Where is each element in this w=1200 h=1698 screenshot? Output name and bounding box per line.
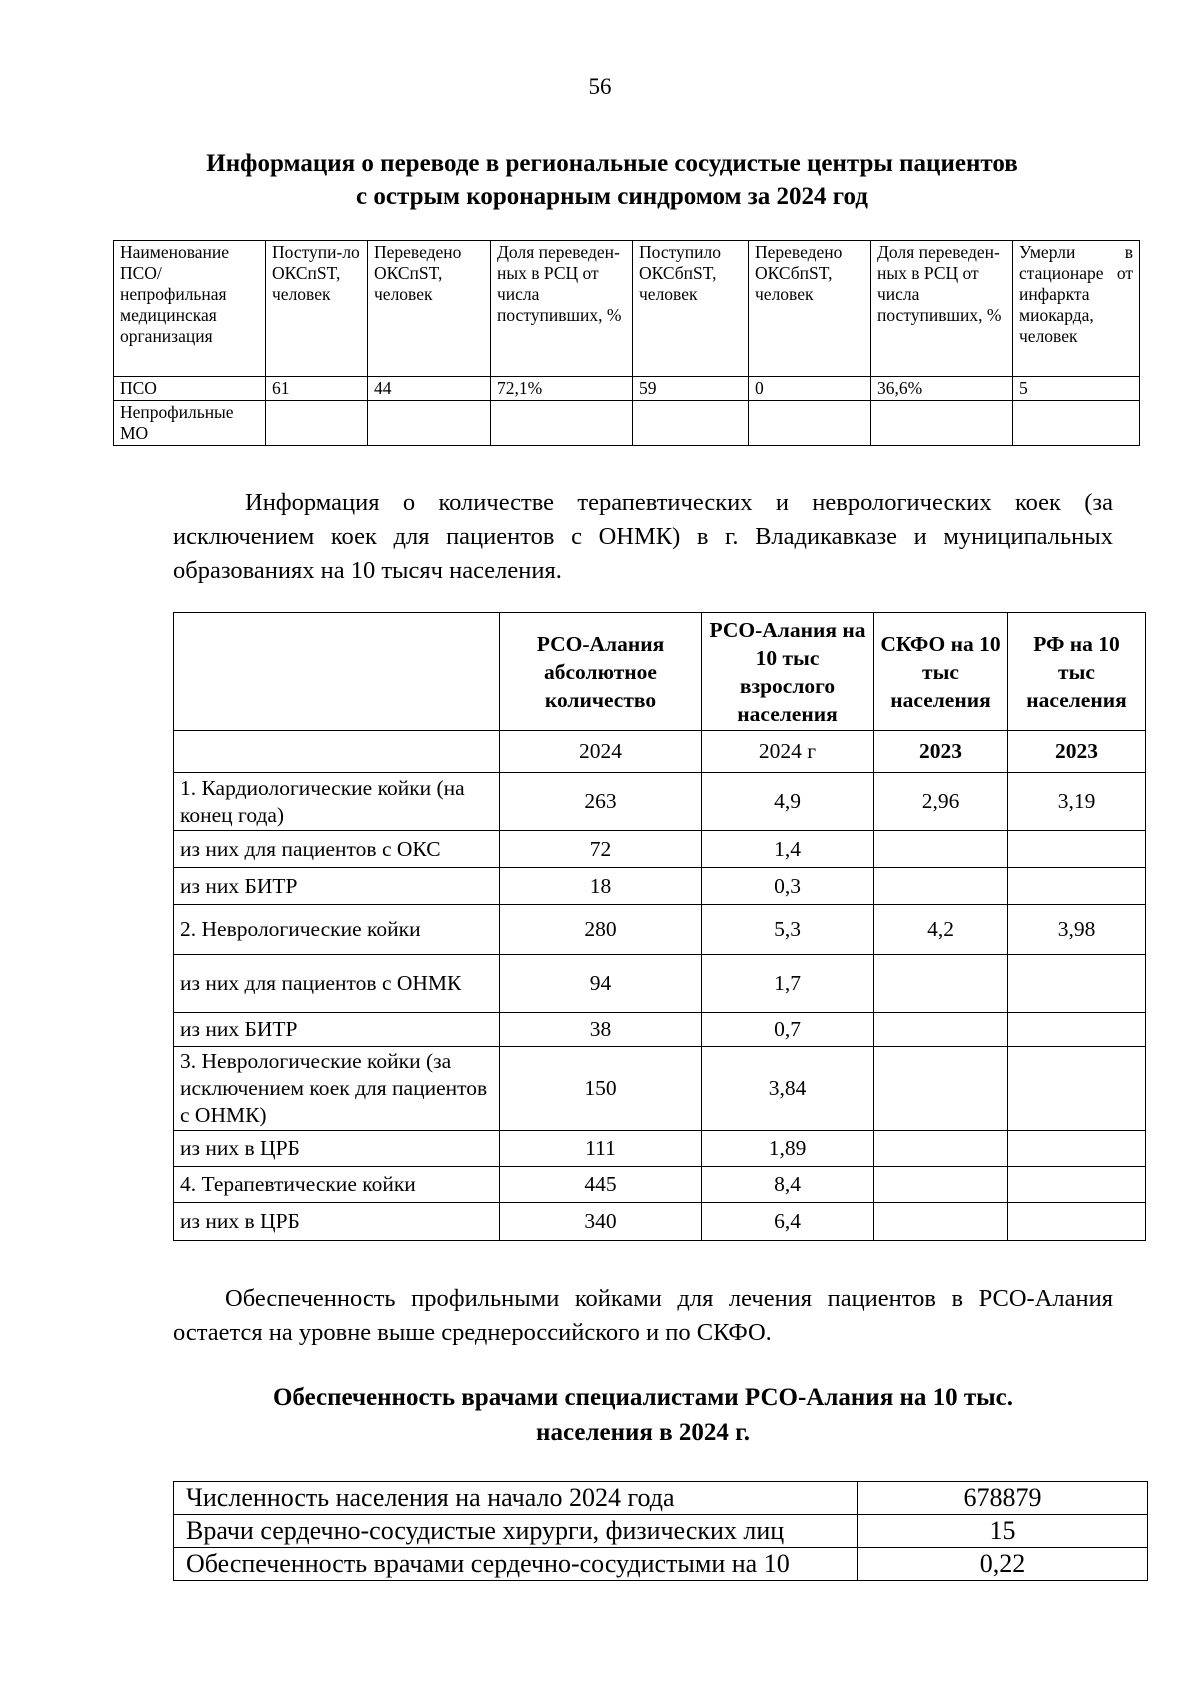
page-number: 56 <box>588 74 612 99</box>
table-cell <box>874 955 1008 1013</box>
title-line: населения в 2024 г. <box>536 1419 750 1446</box>
table-cell: 61 <box>266 377 368 401</box>
row-label: Врачи сердечно-сосудистые хирурги, физических лиц <box>174 1515 858 1548</box>
table-cell <box>749 401 871 446</box>
header-cell: РСО-Алания на 10 тыс взрослого населения <box>702 613 874 731</box>
title-line: с острым коронарным синдромом за 2024 год <box>356 183 868 210</box>
table-cell: Непрофильные МО <box>114 401 266 446</box>
table-cell: 445 <box>500 1167 702 1203</box>
table-cell: 5,3 <box>702 905 874 955</box>
row-label: Численность населения на начало 2024 года <box>174 1482 858 1515</box>
table-cell: 3,19 <box>1008 773 1146 831</box>
paragraph-text: Обеспеченность профильными койками для лечения пациентов в РСО-Алания остается на уровне выше среднероссийского и по СКФО. <box>173 1285 1113 1346</box>
table-cell: 280 <box>500 905 702 955</box>
table-cell <box>871 401 1013 446</box>
transfer-table <box>113 240 1140 446</box>
table-cell: 340 <box>500 1203 702 1241</box>
table-cell <box>1008 1167 1146 1203</box>
table-cell <box>1008 955 1146 1013</box>
header-cell: Переведено ОКСбпST, человек <box>749 241 871 377</box>
table-cell: 3,98 <box>1008 905 1146 955</box>
table-row <box>174 955 1146 1013</box>
row-label: из них для пациентов с ОКС <box>174 831 500 868</box>
header-cell: Доля переведен-ных в РСЦ от числа поступивших, % <box>491 241 633 377</box>
header-cell: Доля переведен-ных в РСЦ от числа поступивших, % <box>871 241 1013 377</box>
table-cell <box>1013 401 1140 446</box>
paragraph-text: Информация о количестве терапевтических и неврологических коек (за исключением коек для пациентов с ОНМК) в г. Владикавказе и муниципальных образованиях на 10 тысяч населения. <box>173 489 1113 584</box>
year-cell: 2023 <box>1008 731 1146 773</box>
beds-intro-paragraph <box>173 486 1113 588</box>
table-row <box>114 401 1140 446</box>
row-label: Обеспеченность врачами сердечно-сосудистыми на 10 <box>174 1548 858 1581</box>
table-cell <box>491 401 633 446</box>
table-cell: 18 <box>500 868 702 905</box>
section-title-transfer <box>112 147 1112 213</box>
table-row <box>174 773 1146 831</box>
table-cell: 4,9 <box>702 773 874 831</box>
table-row <box>174 831 1146 868</box>
row-label: 1. Кардиологические койки (на конец года) <box>174 773 500 831</box>
table-cell: 6,4 <box>702 1203 874 1241</box>
header-cell: Поступило ОКСбпST, человек <box>633 241 749 377</box>
row-label: 4. Терапевтические койки <box>174 1167 500 1203</box>
doctors-table <box>173 1481 1148 1581</box>
table-cell: 5 <box>1013 377 1140 401</box>
table-header-row <box>174 613 1146 731</box>
table-row <box>174 1203 1146 1241</box>
table-cell <box>874 831 1008 868</box>
table-cell <box>874 1047 1008 1131</box>
row-label: из них в ЦРБ <box>174 1131 500 1167</box>
table-cell: 150 <box>500 1047 702 1131</box>
row-label: из них в ЦРБ <box>174 1203 500 1241</box>
header-cell: Переведено ОКСпST, человек <box>368 241 491 377</box>
table-cell: 263 <box>500 773 702 831</box>
table-cell <box>1008 1013 1146 1047</box>
table-cell: 0,7 <box>702 1013 874 1047</box>
table-row <box>174 1548 1148 1581</box>
table-cell <box>874 1203 1008 1241</box>
table-row <box>174 1131 1146 1167</box>
table-cell <box>1008 1047 1146 1131</box>
table-cell: 36,6% <box>871 377 1013 401</box>
year-cell: 2024 г <box>702 731 874 773</box>
table-row <box>174 1515 1148 1548</box>
table-cell: 94 <box>500 955 702 1013</box>
table-cell: 4,2 <box>874 905 1008 955</box>
header-cell <box>174 613 500 731</box>
table-cell: 8,4 <box>702 1167 874 1203</box>
table-cell <box>368 401 491 446</box>
table-cell: 15 <box>858 1515 1148 1548</box>
table-cell: 72,1% <box>491 377 633 401</box>
table-cell: ПСО <box>114 377 266 401</box>
row-label: из них БИТР <box>174 868 500 905</box>
table-row <box>114 377 1140 401</box>
row-label: из них для пациентов с ОНМК <box>174 955 500 1013</box>
table-row <box>174 1047 1146 1131</box>
table-cell <box>874 1167 1008 1203</box>
table-cell <box>174 731 500 773</box>
title-line: Обеспеченность врачами специалистами РСО-Алания на 10 тыс. <box>272 1384 1014 1411</box>
table-row <box>174 1482 1148 1515</box>
table-cell <box>1008 1203 1146 1241</box>
table-cell: 72 <box>500 831 702 868</box>
table-row <box>174 1167 1146 1203</box>
table-cell: 1,89 <box>702 1131 874 1167</box>
table-cell <box>874 868 1008 905</box>
year-cell: 2024 <box>500 731 702 773</box>
table-cell: 0 <box>749 377 871 401</box>
table-cell <box>1008 868 1146 905</box>
table-cell: 678879 <box>858 1482 1148 1515</box>
header-cell: СКФО на 10 тыс населения <box>874 613 1008 731</box>
year-cell: 2023 <box>874 731 1008 773</box>
table-cell <box>266 401 368 446</box>
table-row <box>174 1013 1146 1047</box>
row-label: 3. Неврологические койки (за исключением коек для пациентов с ОНМК) <box>174 1047 500 1131</box>
table-cell <box>633 401 749 446</box>
table-cell: 1,7 <box>702 955 874 1013</box>
table-cell: 1,4 <box>702 831 874 868</box>
title-line: Информация о переводе в региональные сосудистые центры пациентов <box>206 150 1018 177</box>
header-cell: Поступи-ло ОКСпST, человек <box>266 241 368 377</box>
table-cell: 111 <box>500 1131 702 1167</box>
table-row <box>174 905 1146 955</box>
table-cell <box>874 1013 1008 1047</box>
table-cell: 3,84 <box>702 1047 874 1131</box>
table-row <box>174 868 1146 905</box>
table-cell <box>1008 831 1146 868</box>
table-cell: 38 <box>500 1013 702 1047</box>
section-title-doctors <box>173 1380 1113 1450</box>
header-cell: РФ на 10 тыс населения <box>1008 613 1146 731</box>
table-year-row <box>174 731 1146 773</box>
row-label: из них БИТР <box>174 1013 500 1047</box>
header-cell: Умерли в стационаре от инфаркта миокарда, человек <box>1013 241 1140 377</box>
beds-conclusion-paragraph <box>173 1282 1113 1350</box>
row-label: 2. Неврологические койки <box>174 905 500 955</box>
table-header-row <box>114 241 1140 377</box>
header-cell: РСО-Алания абсолютное количество <box>500 613 702 731</box>
table-cell: 44 <box>368 377 491 401</box>
table-cell: 0,22 <box>858 1548 1148 1581</box>
table-cell: 59 <box>633 377 749 401</box>
beds-table <box>173 612 1146 1241</box>
header-cell: Наименование ПСО/ непрофильная медицинская организация <box>114 241 266 377</box>
table-cell <box>1008 1131 1146 1167</box>
table-cell <box>874 1131 1008 1167</box>
table-cell: 0,3 <box>702 868 874 905</box>
table-cell: 2,96 <box>874 773 1008 831</box>
